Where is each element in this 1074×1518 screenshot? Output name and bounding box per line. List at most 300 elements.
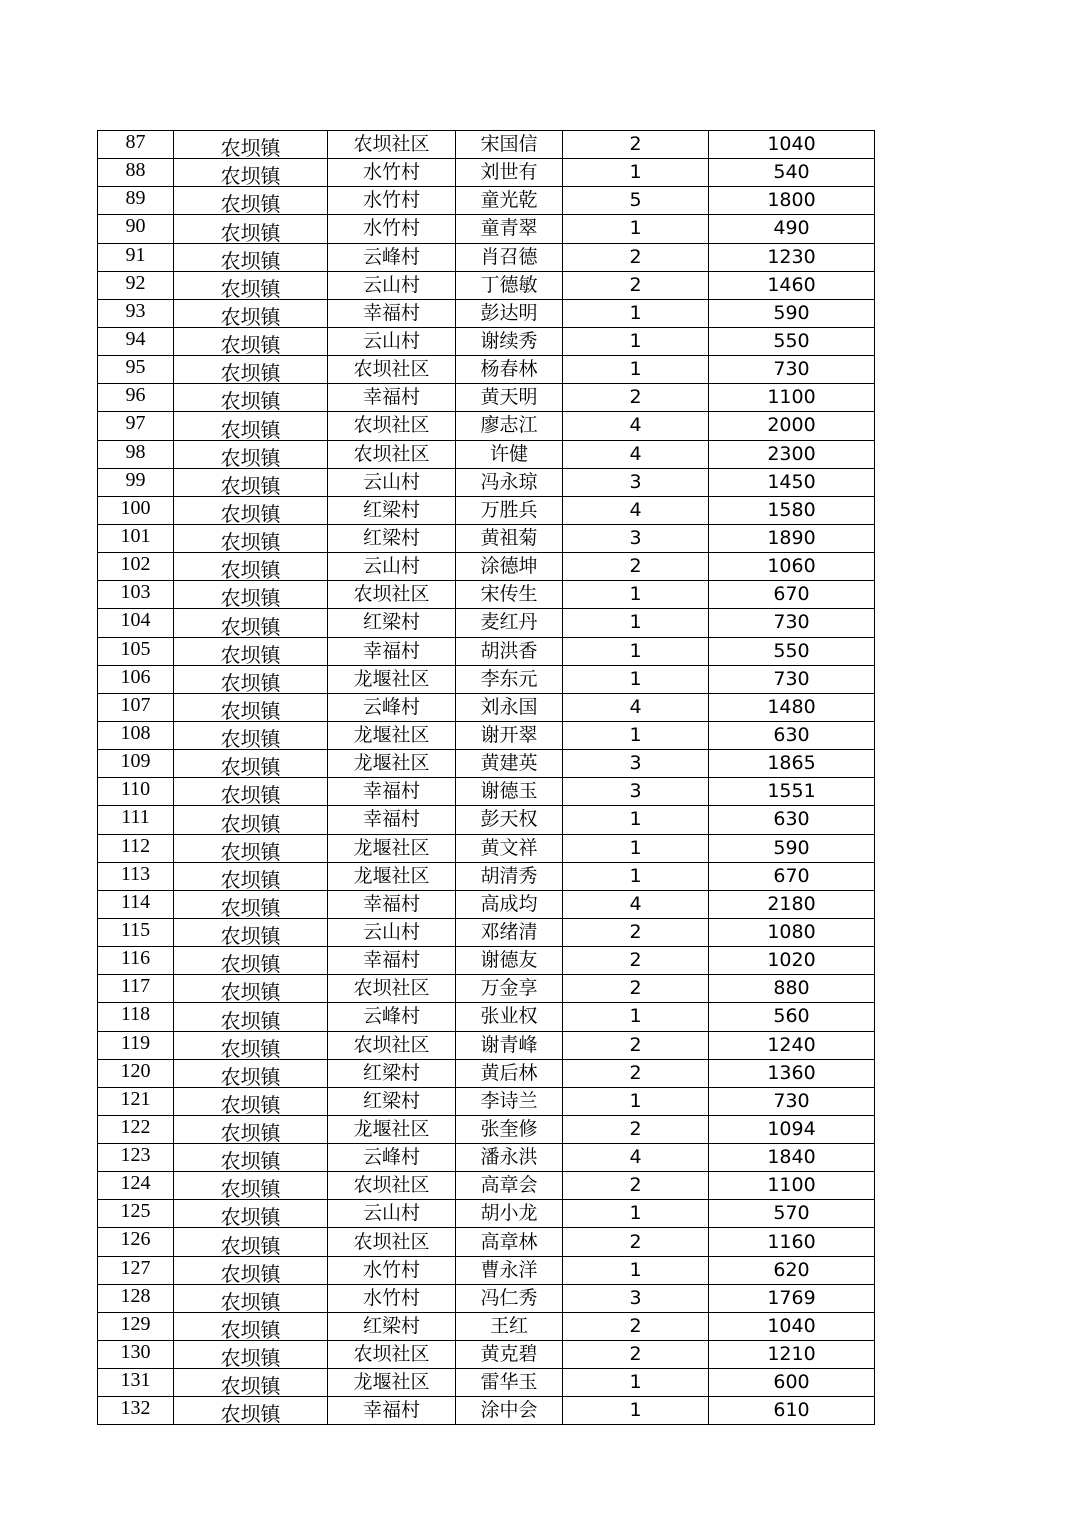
- row-number: 109: [98, 750, 174, 778]
- town-cell: 农坝镇: [174, 1059, 328, 1087]
- person-name-cell: 童光乾: [456, 187, 563, 215]
- amount-cell: 570: [709, 1200, 875, 1228]
- amount-cell: 550: [709, 327, 875, 355]
- row-number: 98: [98, 440, 174, 468]
- table-row: [98, 327, 875, 355]
- amount-cell: 1210: [709, 1341, 875, 1369]
- town-cell: 农坝镇: [174, 1115, 328, 1143]
- person-name-cell: 麦红丹: [456, 609, 563, 637]
- household-count-cell: 2: [563, 1031, 709, 1059]
- row-number: 101: [98, 524, 174, 552]
- row-number: 114: [98, 890, 174, 918]
- town-cell: 农坝镇: [174, 834, 328, 862]
- person-name-cell: 冯永琼: [456, 468, 563, 496]
- row-number: 128: [98, 1284, 174, 1312]
- row-number: 105: [98, 637, 174, 665]
- village-cell: 龙堰社区: [328, 1369, 456, 1397]
- household-count-cell: 1: [563, 721, 709, 749]
- table-row: [98, 1115, 875, 1143]
- table-body: [98, 131, 875, 1425]
- amount-cell: 1450: [709, 468, 875, 496]
- person-name-cell: 许健: [456, 440, 563, 468]
- village-cell: 云山村: [328, 468, 456, 496]
- data-table: [97, 130, 875, 1425]
- amount-cell: 1100: [709, 384, 875, 412]
- amount-cell: 1040: [709, 131, 875, 159]
- village-cell: 农坝社区: [328, 1031, 456, 1059]
- household-count-cell: 3: [563, 750, 709, 778]
- village-cell: 红梁村: [328, 1059, 456, 1087]
- amount-cell: 490: [709, 215, 875, 243]
- row-number: 100: [98, 496, 174, 524]
- household-count-cell: 1: [563, 637, 709, 665]
- person-name-cell: 李诗兰: [456, 1087, 563, 1115]
- town-cell: 农坝镇: [174, 187, 328, 215]
- person-name-cell: 李东元: [456, 665, 563, 693]
- person-name-cell: 万金享: [456, 975, 563, 1003]
- village-cell: 龙堰社区: [328, 862, 456, 890]
- town-cell: 农坝镇: [174, 1200, 328, 1228]
- person-name-cell: 童青翠: [456, 215, 563, 243]
- table-row: [98, 524, 875, 552]
- village-cell: 云峰村: [328, 243, 456, 271]
- person-name-cell: 万胜兵: [456, 496, 563, 524]
- household-count-cell: 2: [563, 1172, 709, 1200]
- table-row: [98, 553, 875, 581]
- table-row: [98, 1059, 875, 1087]
- town-cell: 农坝镇: [174, 215, 328, 243]
- household-count-cell: 1: [563, 581, 709, 609]
- row-number: 130: [98, 1341, 174, 1369]
- amount-cell: 730: [709, 665, 875, 693]
- table-row: [98, 1200, 875, 1228]
- table-row: [98, 1228, 875, 1256]
- village-cell: 农坝社区: [328, 1341, 456, 1369]
- household-count-cell: 1: [563, 1087, 709, 1115]
- household-count-cell: 1: [563, 1397, 709, 1425]
- table-row: [98, 299, 875, 327]
- person-name-cell: 刘永国: [456, 693, 563, 721]
- row-number: 118: [98, 1003, 174, 1031]
- town-cell: 农坝镇: [174, 271, 328, 299]
- row-number: 93: [98, 299, 174, 327]
- table-row: [98, 862, 875, 890]
- person-name-cell: 刘世有: [456, 159, 563, 187]
- village-cell: 水竹村: [328, 187, 456, 215]
- row-number: 117: [98, 975, 174, 1003]
- person-name-cell: 高章林: [456, 1228, 563, 1256]
- town-cell: 农坝镇: [174, 1228, 328, 1256]
- household-count-cell: 4: [563, 890, 709, 918]
- person-name-cell: 涂中会: [456, 1397, 563, 1425]
- amount-cell: 1020: [709, 947, 875, 975]
- person-name-cell: 谢德友: [456, 947, 563, 975]
- town-cell: 农坝镇: [174, 384, 328, 412]
- town-cell: 农坝镇: [174, 637, 328, 665]
- household-count-cell: 3: [563, 778, 709, 806]
- row-number: 87: [98, 131, 174, 159]
- town-cell: 农坝镇: [174, 975, 328, 1003]
- row-number: 131: [98, 1369, 174, 1397]
- table-row: [98, 1397, 875, 1425]
- amount-cell: 730: [709, 1087, 875, 1115]
- person-name-cell: 黄文祥: [456, 834, 563, 862]
- amount-cell: 1580: [709, 496, 875, 524]
- row-number: 103: [98, 581, 174, 609]
- amount-cell: 1230: [709, 243, 875, 271]
- household-count-cell: 1: [563, 834, 709, 862]
- person-name-cell: 潘永洪: [456, 1144, 563, 1172]
- village-cell: 农坝社区: [328, 131, 456, 159]
- table-row: [98, 975, 875, 1003]
- person-name-cell: 谢德玉: [456, 778, 563, 806]
- household-count-cell: 2: [563, 975, 709, 1003]
- person-name-cell: 黄建英: [456, 750, 563, 778]
- village-cell: 云山村: [328, 1200, 456, 1228]
- amount-cell: 1769: [709, 1284, 875, 1312]
- town-cell: 农坝镇: [174, 1172, 328, 1200]
- amount-cell: 600: [709, 1369, 875, 1397]
- amount-cell: 730: [709, 356, 875, 384]
- table-row: [98, 834, 875, 862]
- table-row: [98, 131, 875, 159]
- person-name-cell: 张业权: [456, 1003, 563, 1031]
- amount-cell: 560: [709, 1003, 875, 1031]
- table-row: [98, 947, 875, 975]
- village-cell: 农坝社区: [328, 412, 456, 440]
- town-cell: 农坝镇: [174, 581, 328, 609]
- table-row: [98, 1369, 875, 1397]
- person-name-cell: 黄后林: [456, 1059, 563, 1087]
- village-cell: 云山村: [328, 271, 456, 299]
- village-cell: 水竹村: [328, 215, 456, 243]
- person-name-cell: 彭达明: [456, 299, 563, 327]
- amount-cell: 1890: [709, 524, 875, 552]
- row-number: 91: [98, 243, 174, 271]
- household-count-cell: 2: [563, 1228, 709, 1256]
- village-cell: 幸福村: [328, 947, 456, 975]
- person-name-cell: 杨春林: [456, 356, 563, 384]
- row-number: 88: [98, 159, 174, 187]
- town-cell: 农坝镇: [174, 1256, 328, 1284]
- village-cell: 幸福村: [328, 637, 456, 665]
- town-cell: 农坝镇: [174, 1003, 328, 1031]
- town-cell: 农坝镇: [174, 750, 328, 778]
- person-name-cell: 谢续秀: [456, 327, 563, 355]
- town-cell: 农坝镇: [174, 440, 328, 468]
- amount-cell: 730: [709, 609, 875, 637]
- village-cell: 云山村: [328, 553, 456, 581]
- household-count-cell: 3: [563, 468, 709, 496]
- town-cell: 农坝镇: [174, 356, 328, 384]
- household-count-cell: 2: [563, 1115, 709, 1143]
- table-row: [98, 609, 875, 637]
- person-name-cell: 高章会: [456, 1172, 563, 1200]
- village-cell: 农坝社区: [328, 356, 456, 384]
- row-number: 90: [98, 215, 174, 243]
- person-name-cell: 谢青峰: [456, 1031, 563, 1059]
- household-count-cell: 2: [563, 918, 709, 946]
- table-row: [98, 356, 875, 384]
- household-count-cell: 5: [563, 187, 709, 215]
- row-number: 102: [98, 553, 174, 581]
- person-name-cell: 黄天明: [456, 384, 563, 412]
- village-cell: 云峰村: [328, 1144, 456, 1172]
- amount-cell: 2180: [709, 890, 875, 918]
- row-number: 97: [98, 412, 174, 440]
- amount-cell: 630: [709, 806, 875, 834]
- amount-cell: 2300: [709, 440, 875, 468]
- town-cell: 农坝镇: [174, 1144, 328, 1172]
- village-cell: 红梁村: [328, 1312, 456, 1340]
- town-cell: 农坝镇: [174, 299, 328, 327]
- row-number: 104: [98, 609, 174, 637]
- person-name-cell: 涂德坤: [456, 553, 563, 581]
- table-row: [98, 215, 875, 243]
- town-cell: 农坝镇: [174, 862, 328, 890]
- amount-cell: 550: [709, 637, 875, 665]
- table-row: [98, 637, 875, 665]
- person-name-cell: 雷华玉: [456, 1369, 563, 1397]
- row-number: 92: [98, 271, 174, 299]
- household-count-cell: 1: [563, 215, 709, 243]
- village-cell: 龙堰社区: [328, 834, 456, 862]
- household-count-cell: 4: [563, 1144, 709, 1172]
- town-cell: 农坝镇: [174, 524, 328, 552]
- person-name-cell: 黄祖菊: [456, 524, 563, 552]
- amount-cell: 880: [709, 975, 875, 1003]
- row-number: 110: [98, 778, 174, 806]
- row-number: 121: [98, 1087, 174, 1115]
- household-count-cell: 4: [563, 412, 709, 440]
- village-cell: 红梁村: [328, 1087, 456, 1115]
- town-cell: 农坝镇: [174, 721, 328, 749]
- household-count-cell: 2: [563, 271, 709, 299]
- household-count-cell: 1: [563, 1256, 709, 1284]
- table-row: [98, 187, 875, 215]
- village-cell: 云峰村: [328, 1003, 456, 1031]
- household-count-cell: 1: [563, 159, 709, 187]
- town-cell: 农坝镇: [174, 327, 328, 355]
- amount-cell: 1551: [709, 778, 875, 806]
- household-count-cell: 1: [563, 1003, 709, 1031]
- amount-cell: 610: [709, 1397, 875, 1425]
- household-count-cell: 3: [563, 1284, 709, 1312]
- town-cell: 农坝镇: [174, 693, 328, 721]
- town-cell: 农坝镇: [174, 918, 328, 946]
- row-number: 126: [98, 1228, 174, 1256]
- town-cell: 农坝镇: [174, 609, 328, 637]
- town-cell: 农坝镇: [174, 159, 328, 187]
- village-cell: 龙堰社区: [328, 665, 456, 693]
- table-row: [98, 581, 875, 609]
- village-cell: 农坝社区: [328, 440, 456, 468]
- person-name-cell: 王红: [456, 1312, 563, 1340]
- town-cell: 农坝镇: [174, 412, 328, 440]
- village-cell: 龙堰社区: [328, 1115, 456, 1143]
- table-row: [98, 1087, 875, 1115]
- household-count-cell: 2: [563, 1059, 709, 1087]
- amount-cell: 1240: [709, 1031, 875, 1059]
- row-number: 120: [98, 1059, 174, 1087]
- amount-cell: 670: [709, 581, 875, 609]
- row-number: 95: [98, 356, 174, 384]
- person-name-cell: 冯仁秀: [456, 1284, 563, 1312]
- amount-cell: 1040: [709, 1312, 875, 1340]
- person-name-cell: 高成均: [456, 890, 563, 918]
- table-row: [98, 271, 875, 299]
- town-cell: 农坝镇: [174, 778, 328, 806]
- town-cell: 农坝镇: [174, 243, 328, 271]
- person-name-cell: 胡洪香: [456, 637, 563, 665]
- row-number: 125: [98, 1200, 174, 1228]
- town-cell: 农坝镇: [174, 496, 328, 524]
- row-number: 111: [98, 806, 174, 834]
- amount-cell: 670: [709, 862, 875, 890]
- row-number: 99: [98, 468, 174, 496]
- village-cell: 幸福村: [328, 299, 456, 327]
- amount-cell: 1480: [709, 693, 875, 721]
- table-row: [98, 1003, 875, 1031]
- household-count-cell: 1: [563, 1369, 709, 1397]
- row-number: 116: [98, 947, 174, 975]
- amount-cell: 1865: [709, 750, 875, 778]
- town-cell: 农坝镇: [174, 1312, 328, 1340]
- table-row: [98, 1031, 875, 1059]
- village-cell: 幸福村: [328, 384, 456, 412]
- household-count-cell: 2: [563, 553, 709, 581]
- amount-cell: 1094: [709, 1115, 875, 1143]
- village-cell: 红梁村: [328, 496, 456, 524]
- row-number: 123: [98, 1144, 174, 1172]
- row-number: 124: [98, 1172, 174, 1200]
- person-name-cell: 黄克碧: [456, 1341, 563, 1369]
- town-cell: 农坝镇: [174, 890, 328, 918]
- amount-cell: 590: [709, 834, 875, 862]
- amount-cell: 1360: [709, 1059, 875, 1087]
- table-row: [98, 1144, 875, 1172]
- village-cell: 农坝社区: [328, 1172, 456, 1200]
- town-cell: 农坝镇: [174, 1341, 328, 1369]
- town-cell: 农坝镇: [174, 1087, 328, 1115]
- village-cell: 农坝社区: [328, 975, 456, 1003]
- row-number: 122: [98, 1115, 174, 1143]
- table-row: [98, 384, 875, 412]
- town-cell: 农坝镇: [174, 665, 328, 693]
- table-row: [98, 665, 875, 693]
- amount-cell: 540: [709, 159, 875, 187]
- table-row: [98, 496, 875, 524]
- row-number: 132: [98, 1397, 174, 1425]
- person-name-cell: 肖召德: [456, 243, 563, 271]
- amount-cell: 1100: [709, 1172, 875, 1200]
- table-row: [98, 243, 875, 271]
- village-cell: 水竹村: [328, 1256, 456, 1284]
- amount-cell: 630: [709, 721, 875, 749]
- household-count-cell: 1: [563, 665, 709, 693]
- row-number: 129: [98, 1312, 174, 1340]
- town-cell: 农坝镇: [174, 947, 328, 975]
- village-cell: 农坝社区: [328, 1228, 456, 1256]
- row-number: 89: [98, 187, 174, 215]
- household-count-cell: 4: [563, 440, 709, 468]
- row-number: 107: [98, 693, 174, 721]
- household-count-cell: 4: [563, 693, 709, 721]
- person-name-cell: 胡小龙: [456, 1200, 563, 1228]
- village-cell: 红梁村: [328, 524, 456, 552]
- village-cell: 龙堰社区: [328, 750, 456, 778]
- household-count-cell: 1: [563, 356, 709, 384]
- town-cell: 农坝镇: [174, 806, 328, 834]
- row-number: 127: [98, 1256, 174, 1284]
- table-row: [98, 1341, 875, 1369]
- table-row: [98, 750, 875, 778]
- row-number: 112: [98, 834, 174, 862]
- village-cell: 幸福村: [328, 1397, 456, 1425]
- household-count-cell: 2: [563, 947, 709, 975]
- person-name-cell: 胡清秀: [456, 862, 563, 890]
- village-cell: 农坝社区: [328, 581, 456, 609]
- village-cell: 水竹村: [328, 159, 456, 187]
- village-cell: 云山村: [328, 327, 456, 355]
- town-cell: 农坝镇: [174, 1397, 328, 1425]
- village-cell: 云峰村: [328, 693, 456, 721]
- person-name-cell: 宋传生: [456, 581, 563, 609]
- household-count-cell: 2: [563, 384, 709, 412]
- town-cell: 农坝镇: [174, 553, 328, 581]
- person-name-cell: 廖志江: [456, 412, 563, 440]
- amount-cell: 2000: [709, 412, 875, 440]
- person-name-cell: 彭天权: [456, 806, 563, 834]
- household-count-cell: 3: [563, 524, 709, 552]
- table-row: [98, 1172, 875, 1200]
- table-row: [98, 468, 875, 496]
- person-name-cell: 曹永洋: [456, 1256, 563, 1284]
- town-cell: 农坝镇: [174, 1284, 328, 1312]
- household-count-cell: 1: [563, 1200, 709, 1228]
- person-name-cell: 丁德敏: [456, 271, 563, 299]
- village-cell: 龙堰社区: [328, 721, 456, 749]
- household-count-cell: 1: [563, 609, 709, 637]
- row-number: 106: [98, 665, 174, 693]
- table-row: [98, 693, 875, 721]
- village-cell: 幸福村: [328, 890, 456, 918]
- household-count-cell: 2: [563, 243, 709, 271]
- person-name-cell: 宋国信: [456, 131, 563, 159]
- village-cell: 红梁村: [328, 609, 456, 637]
- amount-cell: 1160: [709, 1228, 875, 1256]
- amount-cell: 1840: [709, 1144, 875, 1172]
- table-row: [98, 440, 875, 468]
- household-count-cell: 1: [563, 806, 709, 834]
- table-row: [98, 1256, 875, 1284]
- row-number: 113: [98, 862, 174, 890]
- town-cell: 农坝镇: [174, 1031, 328, 1059]
- person-name-cell: 谢开翠: [456, 721, 563, 749]
- amount-cell: 1080: [709, 918, 875, 946]
- row-number: 96: [98, 384, 174, 412]
- amount-cell: 1460: [709, 271, 875, 299]
- table-row: [98, 778, 875, 806]
- row-number: 94: [98, 327, 174, 355]
- table-row: [98, 721, 875, 749]
- household-count-cell: 1: [563, 299, 709, 327]
- village-cell: 幸福村: [328, 778, 456, 806]
- person-name-cell: 张奎修: [456, 1115, 563, 1143]
- table-row: [98, 412, 875, 440]
- table-row: [98, 806, 875, 834]
- row-number: 115: [98, 918, 174, 946]
